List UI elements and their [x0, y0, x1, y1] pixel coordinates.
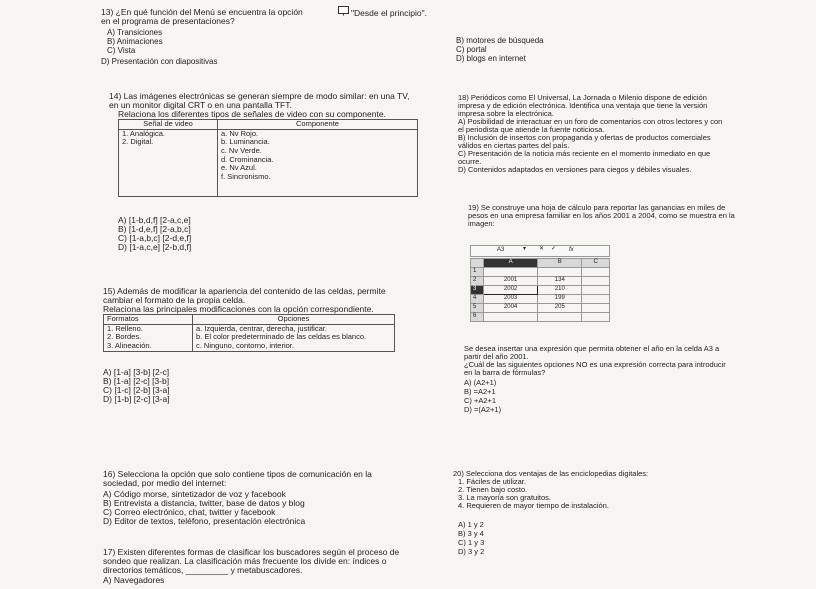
q15-left-2: 2. Bordes.	[107, 332, 142, 342]
q19-after-2: partir del año 2001.	[464, 352, 529, 361]
q19-line-1: 19) Se construye una hoja de cálculo para reportar las ganancias en miles de	[468, 203, 726, 212]
q19-after-1: Se desea insertar una expresión que permita obtener el año en la celda A3 a	[464, 344, 720, 353]
q15-stem-2: cambiar el formato de la propia celda.	[103, 295, 246, 305]
prev-option-b: B) motores de búsqueda	[456, 36, 544, 45]
q19-option-a: A) (A2+1)	[464, 378, 497, 387]
spreadsheet-grid	[470, 258, 610, 322]
q18-option-b-cont: válidos en ciertas partes del país.	[458, 141, 570, 150]
q14-header-component: Componente	[218, 120, 418, 130]
prev-option-d: D) blogs en internet	[456, 54, 526, 63]
q18-line-3: impresa sobre la electrónica.	[458, 109, 554, 118]
q18-line-1: 18) Periódicos como El Universal, La Jornada o Milenio dispone de edición	[458, 93, 707, 102]
slideshow-icon	[338, 6, 349, 16]
cancel-icon: ✕	[539, 246, 545, 252]
q14-right-e: e. Nv Azul.	[221, 163, 257, 173]
col-header-b: B	[538, 259, 582, 268]
confirm-icon: ✓	[551, 246, 557, 252]
q17-stem-2: sondeo que realizan. La clasificación más frecuente los divide en: índices o	[103, 556, 387, 566]
q14-option-c: C) [1-a,b,c] [2-d,e,f]	[118, 233, 192, 243]
q13-stem-2: "Desde el principio".	[351, 8, 427, 18]
prev-option-c: C) portal	[456, 45, 487, 54]
q14-right-d: d. Crominancia.	[221, 154, 274, 164]
q16-option-d: D) Editor de textos, teléfono, presentación electrónica	[103, 516, 306, 526]
q20-option-b: B) 3 y 4	[458, 529, 484, 538]
q17-option-a: A) Navegadores	[103, 575, 165, 585]
cell-b3: 210	[538, 286, 582, 295]
q19-option-c: C) +A2+1	[464, 396, 497, 405]
row-header-6: 6	[471, 313, 484, 322]
q17-stem-3: directorios temáticos, _________ y metabuscadores.	[103, 565, 303, 575]
q18-option-c-cont: ocurre.	[458, 157, 482, 166]
q18-option-a: A) Posibilidad de interactuar en un foro de comentarios con otros lectores y con	[458, 117, 723, 126]
q13-option-a: A) Transiciones	[107, 28, 163, 37]
q14-right-a: a. Nv Rojo.	[221, 128, 259, 138]
q15-right-c: c. Ninguno, contorno, interior.	[196, 340, 294, 350]
cell-a5: 2004	[484, 304, 538, 313]
q14-match-table	[118, 119, 418, 197]
dropdown-arrow-icon: ▾	[523, 246, 527, 252]
q15-stem-3: Relaciona las principales modificaciones con la opción correspondiente.	[103, 304, 374, 314]
q20-option-d: D) 3 y 2	[458, 547, 485, 556]
q20-stem: 20) Selecciona dos ventajas de las enciclopedias digitales:	[453, 469, 649, 478]
cell-a3: 2002	[484, 286, 538, 295]
cell-b5: 205	[538, 304, 582, 313]
q15-header-format: Formatos	[104, 315, 193, 325]
q15-left-3: 3. Alineación.	[107, 340, 152, 350]
q14-stem-2: en un monitor digital CRT o en una pantalla TFT.	[109, 100, 292, 110]
q19-after-4: en la barra de fórmulas?	[464, 368, 546, 377]
q13-option-c: C) Vista	[107, 46, 136, 55]
q20-option-a: A) 1 y 2	[458, 520, 484, 529]
q18-option-c: C) Presentación de la noticia más reciente en el momento inmediato en que	[458, 149, 711, 158]
q15-option-c: C) [1-c] [2-b] [3-a]	[103, 385, 170, 395]
q19-option-d: D) =(A2+1)	[464, 405, 502, 414]
q14-header-signal: Señal de video	[119, 120, 218, 130]
col-header-a: A	[484, 259, 538, 268]
q14-right-f: f. Sincronismo.	[221, 171, 271, 181]
q18-option-a-cont: el periodista que atiende la fuente noticiosa.	[458, 125, 605, 134]
row-header-4: 4	[471, 295, 484, 304]
q15-right-a: a. Izquierda, centrar, derecha, justificar.	[196, 323, 327, 333]
q16-option-c: C) Correo electrónico, chat, twitter y facebook	[103, 507, 276, 517]
q14-stem-3: Relaciona los diferentes tipos de señales de video con su componente.	[118, 109, 386, 119]
q18-option-b: B) Inclusión de insertos con propaganda y ofertas de productos comerciales	[458, 133, 711, 142]
q13-stem-1: 13) ¿En qué función del Menú se encuentra la opción	[101, 7, 303, 17]
q15-header-options: Opciones	[193, 315, 395, 325]
q15-left-1: 1. Relleno.	[107, 323, 143, 333]
q14-left-1: 1. Analógica.	[122, 128, 165, 138]
q15-option-a: A) [1-a] [3-b] [2-c]	[103, 367, 170, 377]
q15-stem-1: 15) Además de modificar la apariencia del contenido de las celdas, permite	[103, 286, 386, 296]
q19-line-2: pesos en una empresa familiar en los años 2001 a 2004, como se muestra en la	[468, 211, 735, 220]
q14-option-b: B) [1-d,e,f] [2-a,b,c]	[118, 224, 191, 234]
cell-a2: 2001	[484, 277, 538, 286]
q14-left-2: 2. Digital.	[122, 137, 154, 147]
q18-option-d: D) Contenidos adaptados en versiones para ciegos y débiles visuales.	[458, 165, 692, 174]
q18-line-2: impresa y de edición electrónica. Identifica una ventaja que tiene la versión	[458, 101, 708, 110]
q16-stem-2: sociedad, por medio del internet:	[103, 478, 227, 488]
q13-option-d: D) Presentación con diapositivas	[101, 57, 218, 66]
q14-stem-1: 14) Las imágenes electrónicas se generan siempre de modo similar: en una TV,	[109, 91, 410, 101]
q20-item-3: 3. La mayoría son gratuitos.	[458, 493, 551, 502]
q19-after-3: ¿Cuál de las siguientes opciones NO es una expresión correcta para introducir	[464, 360, 726, 369]
cell-b2: 134	[538, 277, 582, 286]
q15-right-b: b. El color predeterminado de las celdas es blanco.	[196, 332, 367, 342]
q16-option-b: B) Entrevista a distancia, twitter, base de datos y blog	[103, 498, 305, 508]
q20-option-c: C) 1 y 3	[458, 538, 485, 547]
q19-line-3: imagen:	[468, 219, 495, 228]
col-header-c: C	[582, 259, 610, 268]
q14-option-d: D) [1-a,c,e] [2-b,d,f]	[118, 242, 192, 252]
q13-stem-3: en el programa de presentaciones?	[101, 16, 235, 26]
corner-cell	[471, 259, 484, 268]
q14-right-c: c. Nv Verde.	[221, 145, 262, 155]
q15-match-table	[103, 314, 395, 352]
cell-a4: 2003	[484, 295, 538, 304]
q14-right-b: b. Luminancia.	[221, 137, 270, 147]
q15-option-b: B) [1-a] [2-c] [3-b]	[103, 376, 170, 386]
q17-stem-1: 17) Existen diferentes formas de clasificar los buscadores según el proceso de	[103, 547, 400, 557]
row-header-5: 5	[471, 304, 484, 313]
q20-item-4: 4. Requieren de mayor tiempo de instalación.	[458, 501, 609, 510]
q19-option-b: B) =A2+1	[464, 387, 496, 396]
q14-option-a: A) [1-b,d,f] [2-a,c,e]	[118, 215, 191, 225]
cell-b4: 199	[538, 295, 582, 304]
q15-option-d: D) [1-b] [2-c] [3-a]	[103, 394, 170, 404]
q16-option-a: A) Código morse, sintetizador de voz y facebook	[103, 489, 286, 499]
row-header-1: 1	[471, 268, 484, 277]
q16-stem-1: 16) Selecciona la opción que solo contiene tipos de comunicación en la	[103, 469, 372, 479]
formula-bar	[470, 245, 610, 257]
name-box: A3	[497, 247, 505, 253]
q13-option-b: B) Animaciones	[107, 37, 163, 46]
q20-item-1: 1. Fáciles de utilizar.	[458, 477, 526, 486]
q20-item-2: 2. Tienen bajo costo.	[458, 485, 528, 494]
row-header-2: 2	[471, 277, 484, 286]
fx-label: fx	[569, 247, 574, 253]
row-header-3: 3	[471, 286, 484, 295]
